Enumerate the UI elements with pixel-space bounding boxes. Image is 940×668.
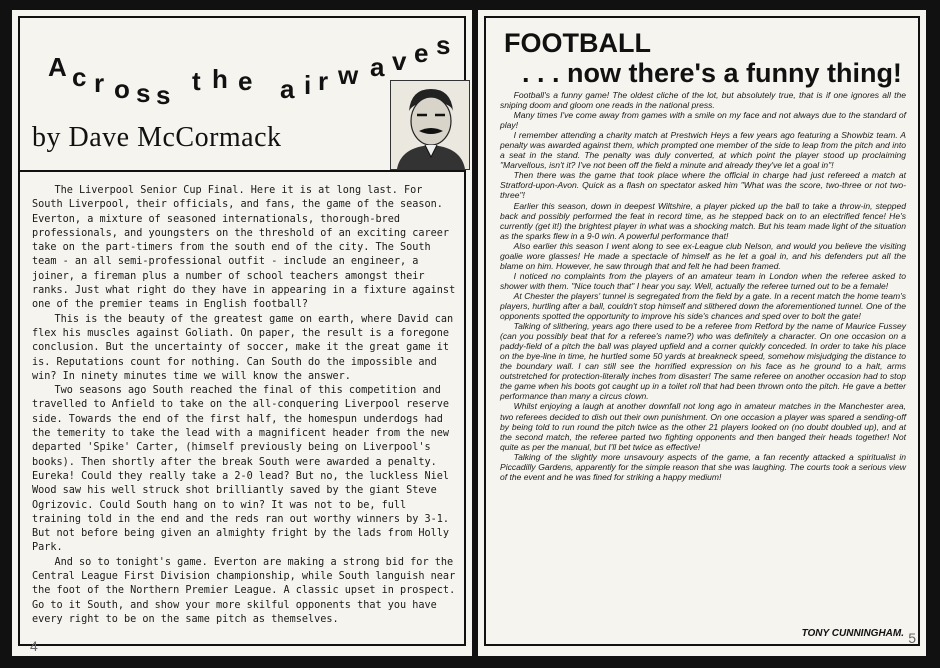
title-letter: r [318, 66, 329, 96]
header-divider [20, 170, 464, 172]
author-photo [390, 80, 470, 170]
article-paragraph: The Liverpool Senior Cup Final. Here it is at long last. For South Liverpool, their officials, and fans, the game of the season. Everton, a mixture of seasoned internationals, thorough-bred professionals, and youngsters on the threshold of an exciting career take on the part-timers from the south end of the city. The South team - an all semi-professional outfit - include an engineer, a joiner, a fireman plus a number of school teachers amongst their ranks. Just what right do they have in appearing in a fixture against one of the premier teams in English football? [32, 185, 456, 311]
byline: by Dave McCormack [32, 122, 282, 153]
article-paragraph: Whilst enjoying a laugh at another downfall not long ago in amateur matches in the Manchester area, two referees decided to dish out their own punishment. On one occasion a player was spared a sending-off by being told to run round the pitch twice as the other 21 players looked on (no doubt doubled up), and at the second match, the referee parted two fighting opponents and then banged their heads together! Not quite as per the manual, but I'll bet twice as effective! [500, 401, 906, 452]
article-paragraph: Two seasons ago South reached the final of this competition and travelled to Anfield to take on the all-conquering Liverpool reserve side. Towards the end of the first half, the homespun underdogs had the temerity to take the lead with a magnificent header from the new departed 'Spike' Carter, (himself previously being on Liverpool's books). Then shortly after the break South were awarded a penalty. Eureka! Could they really take a 2-0 lead? But no, the luckless Niel Wood saw his well struck shot brilliantly saved by the giant Steve Ogrizovic. Could South hang on to win? It was not to be, full training told in the end and the reds ran out worthy winners by 3-1. But not before being given an almighty fright by the lads from Holly Park. [32, 385, 450, 554]
title-letter: i [304, 70, 312, 100]
article-paragraph: Earlier this season, down in deepest Wiltshire, a player picked up the ball to take a throw-in, stepped back and possibly performed the feat in record time, as he stepped back on to an electrified fence! He's currently (get it!) the brightest player in what was a shocking match. But his team made light of the situation as the sparks flew in a 9-0 win. A powerful performance that! [500, 200, 906, 241]
title-letter: h [212, 64, 228, 94]
article-body [500, 90, 906, 482]
article-paragraph: Also earlier this season I went along to see ex-League club Nelson, and would you believe the visiting goalie wore glasses! He made a spectacle of himself as he let a goal in, and his defenders put all the blame on him. However, he saw through that and felt he had been framed. [500, 240, 906, 271]
title-letter: t [192, 66, 201, 96]
title-letter: v [392, 46, 407, 76]
article-paragraph: Many times I've come away from games with a smile on my face and not always due to the standard of play! [500, 110, 906, 131]
title-letter: s [136, 78, 151, 108]
article-paragraph: Football's a funny game! The oldest cliche of the lot, but absolutely true, that is if one ignores all the sniping doom and gloom one reads in the national press. [500, 90, 906, 111]
title-letter: e [414, 38, 429, 68]
article-paragraph: This is the beauty of the greatest game on earth, where David can flex his muscles against Goliath. On paper, the result is a foregone conclusion. But the uncertainty of soccer, make it the great game it is. Reputations count for nothing. Can South do the impossible and win? In ninety minutes time we will know the answer. [32, 313, 454, 382]
title-letter: o [114, 74, 130, 104]
article-paragraph: Talking of the slightly more unsavoury aspects of the game, a fan recently attacked a spiritualist in Piccadilly Gardens, apparently for the simple reason that she was laughing. The courts took a serious view of the event and he was fined for striking a happy medium! [500, 451, 906, 482]
article-body [32, 184, 456, 627]
article-subtitle: . . . now there's a funny thing! [522, 58, 902, 88]
title-letter: r [94, 68, 105, 98]
article-paragraph: Talking of slithering, years ago there used to be a referee from Retford by the name of Maurice Fussey (can you possibly beat that for a referee's name?) who was definitely a character. On one occasion on a paddy-field of a pitch the ball was played upfield and a corner quickly conceded. In order to take his place on the bye-line in time, he hurtled some 50 yards at breakneck speed, somehow misjudging the distance to the boundary wall. I can still see the horrified expression on his face as he ground to a halt, arms outstretched for protection-literally inches from disaster! The same referee on another occasion had to stop the game when his boots got caught up in a toilet roll that had been thrown onto the pitch. He gave a better performance than many a circus clown. [500, 321, 906, 402]
title-letter: c [72, 62, 87, 92]
article-paragraph: And so to tonight's game. Everton are making a strong bid for the Central League First Division championship, while South languish near the foot of the Northern Premier League. A classic upset in prospect. Go to it South, and show your more skilful opponents that you have every right to be on the same pitch as themselves. [32, 556, 456, 625]
title-letter: a [370, 52, 385, 82]
article-title: FOOTBALL [504, 28, 651, 58]
title-letter: A [48, 52, 67, 82]
left-page [12, 10, 472, 656]
page-number: 4 [30, 638, 38, 654]
article-paragraph: Then there was the game that took place where the official in charge had just refereed a match at Stratford-upon-Avon. Quick as a flash on spectator asked him "What was the score, two-three or not two-three"! [500, 170, 906, 201]
title-letter: e [238, 66, 253, 96]
title-letter: a [280, 74, 295, 104]
title-letter: s [436, 30, 451, 60]
author-signature: TONY CUNNINGHAM. [801, 628, 904, 639]
title-letter: w [338, 60, 359, 90]
right-page [478, 10, 926, 656]
title-letter: s [156, 80, 171, 110]
page-number: 5 [908, 630, 916, 646]
article-paragraph: At Chester the players' tunnel is segregated from the field by a gate. In a recent match the home team's players, hurtling after a ball, couldn't stop himself and slithered down the aforementioned tunnel. One of the opponents spotted the opportunity to improve his side's chances and sped over to bolt the gate! [500, 290, 906, 322]
article-paragraph: I noticed no complaints from the players of an amateur team in London when the referee asked to shower with them. "Nice touch that" I hear you say. Well, actually the referee turned out to be a female! [500, 270, 906, 291]
author-portrait-image [391, 81, 469, 169]
article-paragraph: I remember attending a charity match at Prestwich Heys a few years ago featuring a Showbiz team. A penalty was awarded against them, which prompted one member of the side to leap from the pitch and into a seat in the stand. The penalty was duly converted, at which point the player stood up proclaiming "Marvellous, isn't it? I've not been off the field a minute and already they've let a goal in"! [500, 130, 906, 171]
